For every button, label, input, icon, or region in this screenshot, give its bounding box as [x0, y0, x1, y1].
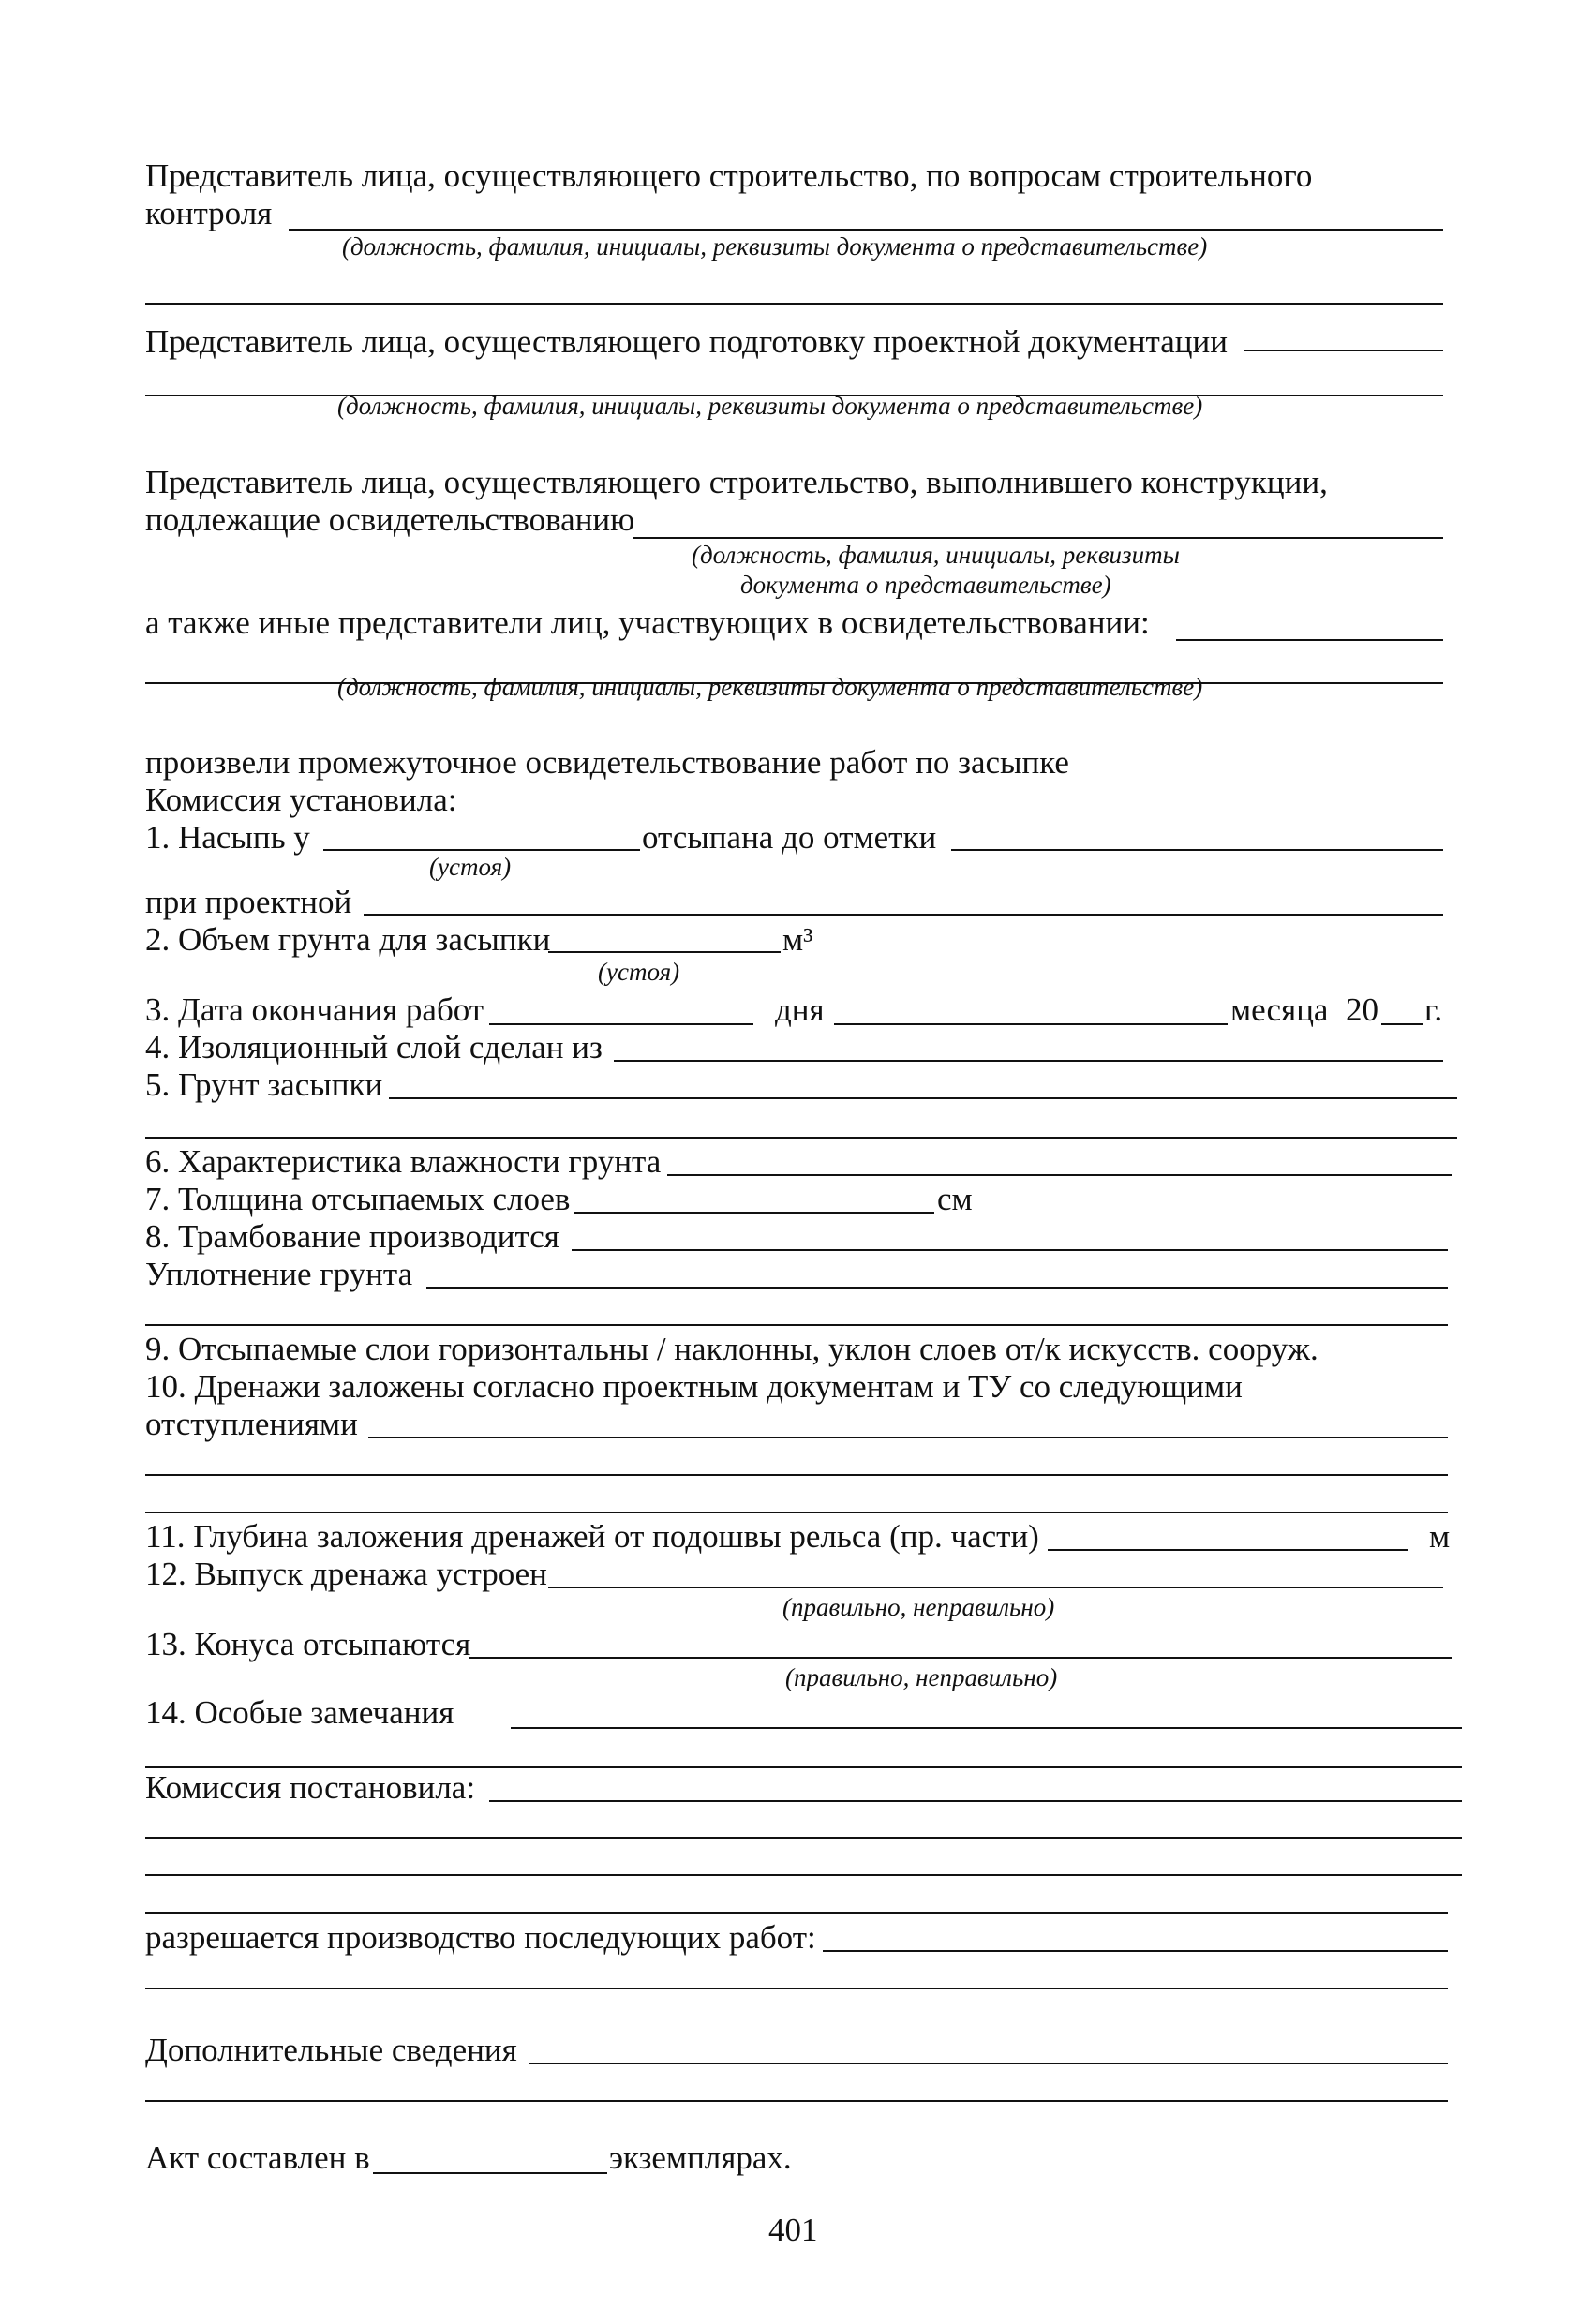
- caption-split-line1: (должность, фамилия, инициалы, реквизиты: [692, 541, 1180, 569]
- field-item14[interactable]: [511, 1727, 1462, 1729]
- additional-label: Дополнительные сведения: [145, 2032, 517, 2068]
- unit-cm: см: [937, 1181, 973, 1217]
- field-additional[interactable]: [529, 2063, 1448, 2064]
- item3-year-suffix: г.: [1424, 991, 1443, 1028]
- rep-builder-line2: подлежащие освидетельствованию: [145, 501, 635, 538]
- item8-label: 8. Трамбование производится: [145, 1218, 559, 1255]
- item3-day: дня: [775, 991, 825, 1028]
- item12-label: 12. Выпуск дренажа устроен: [145, 1556, 547, 1592]
- field-design-docs[interactable]: [1244, 350, 1443, 351]
- permitted-label: разрешается производство последующих работ:: [145, 1919, 816, 1956]
- field-permitted-cont[interactable]: [145, 1988, 1448, 1989]
- item6-label: 6. Характеристика влажности грунта: [145, 1143, 662, 1180]
- field-additional-cont[interactable]: [145, 2100, 1448, 2102]
- item2-label: 2. Объем грунта для засыпки: [145, 921, 551, 958]
- caption-position-name: (должность, фамилия, инициалы, реквизиты документа о представительстве): [337, 673, 1203, 701]
- field-item10-cont1[interactable]: [145, 1474, 1448, 1476]
- caption-ustoya: (устоя): [598, 958, 680, 986]
- field-construction-control[interactable]: [289, 229, 1443, 231]
- field-item1-abutment[interactable]: [323, 849, 640, 851]
- item5-label: 5. Грунт засыпки: [145, 1066, 383, 1103]
- item3-label: 3. Дата окончания работ: [145, 991, 484, 1028]
- item10-line1: 10. Дренажи заложены согласно проектным документам и ТУ со следующими: [145, 1368, 1243, 1405]
- caption-split-line2: документа о представительстве): [740, 571, 1111, 599]
- item7-label: 7. Толщина отсыпаемых слоев: [145, 1181, 571, 1217]
- field-compaction-cont[interactable]: [145, 1324, 1448, 1326]
- item1-label: 1. Насыпь у: [145, 819, 310, 856]
- caption-ustoya: (устоя): [429, 853, 512, 881]
- caption-position-name: (должность, фамилия, инициалы, реквизиты документа о представительстве): [337, 392, 1203, 420]
- field-builder[interactable]: [633, 537, 1443, 539]
- other-reps: а также иные представители лиц, участвующих в освидетельствовании:: [145, 604, 1150, 641]
- field-item1-mark[interactable]: [951, 849, 1443, 851]
- field-item7[interactable]: [574, 1212, 934, 1214]
- item4-label: 4. Изоляционный слой сделан из: [145, 1029, 603, 1065]
- field-commission-decided-cont3[interactable]: [145, 1912, 1448, 1914]
- design-mark-label: при проектной: [145, 884, 352, 920]
- field-item4[interactable]: [614, 1060, 1443, 1062]
- field-item5[interactable]: [389, 1097, 1457, 1099]
- item9-text: 9. Отсыпаемые слои горизонтальны / наклонны, уклон слоев от/к искусств. сооруж.: [145, 1331, 1318, 1367]
- field-item3-month[interactable]: [834, 1023, 1228, 1025]
- rep-construction-control-line2: контроля: [145, 195, 273, 231]
- field-construction-control-cont[interactable]: [145, 303, 1443, 305]
- field-permitted[interactable]: [823, 1950, 1448, 1952]
- item1-label-b: отсыпана до отметки: [642, 819, 937, 856]
- field-compaction[interactable]: [426, 1287, 1448, 1289]
- caption-correct: (правильно, неправильно): [782, 1593, 1055, 1621]
- act-label: Акт составлен в: [145, 2139, 370, 2176]
- field-other-reps[interactable]: [1176, 639, 1443, 641]
- item13-label: 13. Конуса отсыпаются: [145, 1626, 471, 1662]
- field-design-mark[interactable]: [364, 914, 1443, 916]
- field-item13[interactable]: [469, 1657, 1452, 1659]
- item14-label: 14. Особые замечания: [145, 1694, 454, 1731]
- field-item14-cont[interactable]: [145, 1766, 1462, 1768]
- field-item3-date[interactable]: [489, 1023, 753, 1025]
- field-item6[interactable]: [667, 1174, 1452, 1176]
- rep-construction-control-line1: Представитель лица, осуществляющего строительство, по вопросам строительного: [145, 157, 1313, 194]
- item3-month: месяца: [1230, 991, 1329, 1028]
- field-item12[interactable]: [548, 1587, 1443, 1588]
- caption-correct: (правильно, неправильно): [785, 1663, 1058, 1691]
- page-number: 401: [768, 2212, 818, 2248]
- field-commission-decided-cont1[interactable]: [145, 1837, 1462, 1839]
- field-item10[interactable]: [368, 1437, 1448, 1438]
- field-item8[interactable]: [572, 1249, 1448, 1251]
- item10-line2: отступлениями: [145, 1406, 358, 1442]
- field-item2-volume[interactable]: [548, 951, 781, 953]
- field-item5-cont[interactable]: [145, 1137, 1457, 1139]
- act-label-b: экземплярах.: [609, 2139, 792, 2176]
- commission-found: Комиссия установила:: [145, 782, 457, 818]
- field-item11[interactable]: [1048, 1549, 1408, 1551]
- item11-label: 11. Глубина заложения дренажей от подошвы рельса (пр. части): [145, 1518, 1039, 1555]
- rep-builder-line1: Представитель лица, осуществляющего строительство, выполнившего конструкции,: [145, 464, 1328, 500]
- field-item3-year[interactable]: [1381, 1023, 1423, 1025]
- field-act-copies[interactable]: [373, 2172, 607, 2174]
- unit-m: м: [1429, 1518, 1451, 1555]
- field-commission-decided[interactable]: [489, 1800, 1462, 1802]
- field-item10-cont2[interactable]: [145, 1512, 1448, 1513]
- commission-decided-label: Комиссия постановила:: [145, 1769, 476, 1806]
- item3-year-prefix: 20: [1346, 991, 1378, 1028]
- unit-m3: м³: [782, 921, 813, 958]
- field-commission-decided-cont2[interactable]: [145, 1874, 1462, 1876]
- compaction-label: Уплотнение грунта: [145, 1256, 413, 1292]
- caption-position-name: (должность, фамилия, инициалы, реквизиты документа о представительстве): [342, 232, 1208, 261]
- performed-text: произвели промежуточное освидетельствование работ по засыпке: [145, 744, 1069, 781]
- rep-design-docs: Представитель лица, осуществляющего подготовку проектной документации: [145, 323, 1228, 360]
